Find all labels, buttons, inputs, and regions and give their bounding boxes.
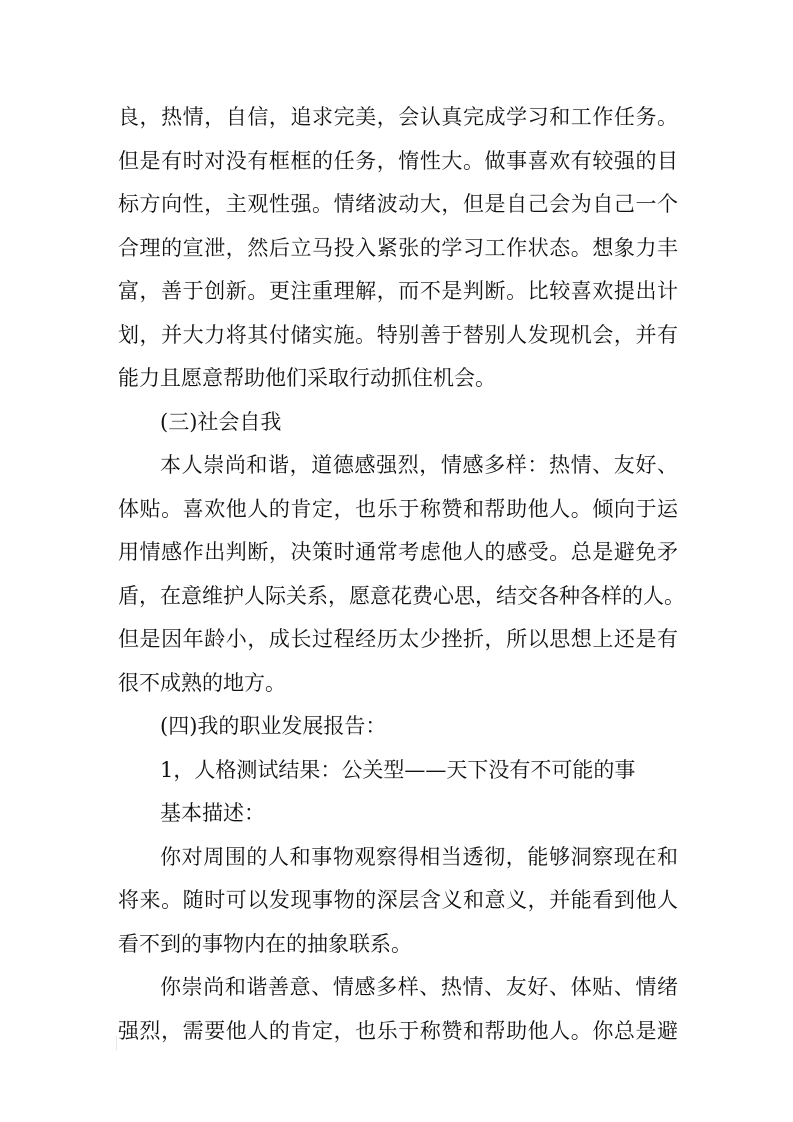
text-line: 基本描述：: [160, 801, 265, 825]
text-line: 合理的宣泄，然后立马投入紧张的学习工作状态。想象力丰: [118, 235, 678, 260]
text-line: 强烈，需要他人的肯定，也乐于称赞和帮助他人。你总是避: [118, 1018, 678, 1043]
text-line: 本人崇尚和谐，道德感强烈，情感多样：热情、友好、: [160, 453, 678, 477]
text-line: 1，人格测试结果：公关型——天下没有不可能的事: [160, 757, 636, 782]
section-heading: (三)社会自我: [160, 409, 282, 434]
text-line: 将来。随时可以发现事物的深层含义和意义，并能看到他人: [118, 888, 678, 912]
text-line: 很不成熟的地方。: [118, 670, 286, 695]
text-line: 但是有时对没有框框的任务，惰性大。做事喜欢有较强的目: [118, 148, 678, 173]
text-line: 你对周围的人和事物观察得相当透彻，能够洞察现在和: [160, 844, 678, 869]
margin-mark: [116, 1036, 121, 1050]
text-line: 用情感作出判断，决策时通常考虑他人的感受。总是避免矛: [118, 540, 678, 564]
text-line: 富，善于创新。更注重理解，而不是判断。比较喜欢提出计: [118, 279, 678, 303]
body-text: [118, 96, 685, 1053]
text-line: 盾，在意维护人际关系，愿意花费心思，结交各种各样的人。: [118, 583, 685, 608]
section-heading: (四)我的职业发展报告：: [160, 714, 387, 738]
text-line: 良，热情，自信，追求完美，会认真完成学习和工作任务。: [118, 105, 678, 129]
text-line: 能力且愿意帮助他们采取行动抓住机会。: [118, 366, 496, 390]
text-line: 划，并大力将其付储实施。特别善于替别人发现机会，并有: [118, 322, 678, 347]
text-line: 看不到的事物内在的抽象联系。: [118, 931, 412, 956]
text-line: 体贴。喜欢他人的肯定，也乐于称赞和帮助他人。倾向于运: [118, 496, 678, 521]
text-line: 你崇尚和谐善意、情感多样、热情、友好、体贴、情绪: [160, 975, 678, 999]
text-line: 但是因年龄小，成长过程经历太少挫折，所以思想上还是有: [118, 627, 678, 651]
text-line: 标方向性，主观性强。情绪波动大，但是自己会为自己一个: [118, 192, 678, 216]
